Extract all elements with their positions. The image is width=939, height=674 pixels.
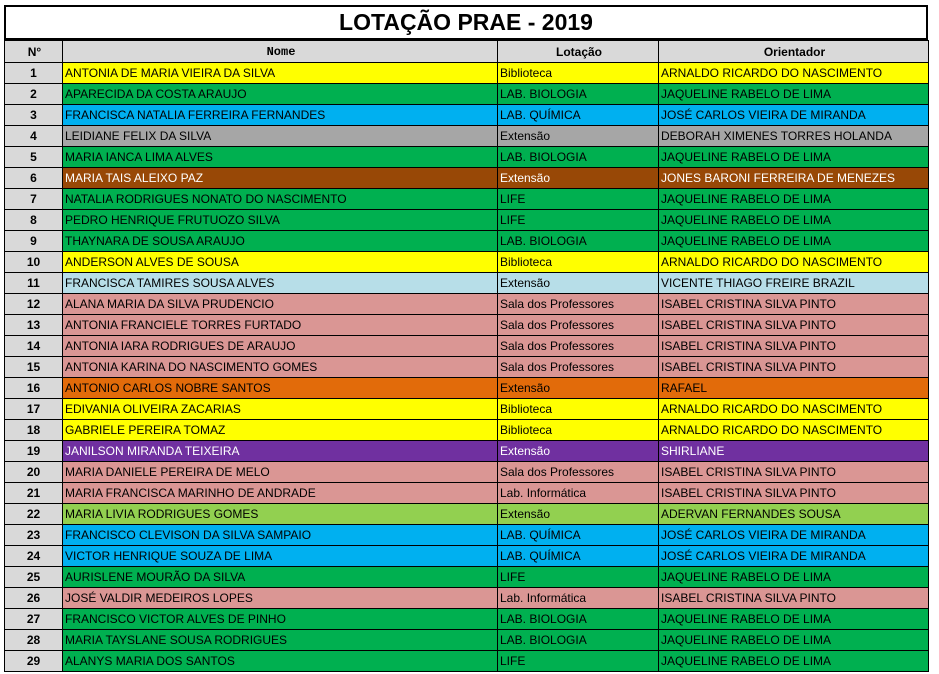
- cell-orientador[interactable]: JAQUELINE RABELO DE LIMA: [659, 231, 929, 252]
- cell-nome[interactable]: JANILSON MIRANDA TEIXEIRA: [63, 441, 498, 462]
- header-nome[interactable]: Nome: [63, 41, 498, 63]
- cell-nome[interactable]: ANTONIA KARINA DO NASCIMENTO GOMES: [63, 357, 498, 378]
- table-row: [5, 252, 929, 273]
- cell-lotacao[interactable]: Sala dos Professores: [498, 315, 659, 336]
- cell-orientador[interactable]: JAQUELINE RABELO DE LIMA: [659, 210, 929, 231]
- cell-nome[interactable]: ALANA MARIA DA SILVA PRUDENCIO: [63, 294, 498, 315]
- cell-orientador[interactable]: JOSÉ CARLOS VIEIRA DE MIRANDA: [659, 546, 929, 567]
- cell-lotacao[interactable]: Extensão: [498, 504, 659, 525]
- header-row: [5, 41, 929, 63]
- cell-numero[interactable]: 11: [5, 273, 63, 294]
- cell-nome[interactable]: VICTOR HENRIQUE SOUZA DE LIMA: [63, 546, 498, 567]
- table-row: [5, 651, 929, 672]
- cell-lotacao[interactable]: LIFE: [498, 567, 659, 588]
- cell-nome[interactable]: FRANCISCA TAMIRES SOUSA ALVES: [63, 273, 498, 294]
- table-row: [5, 399, 929, 420]
- table-row: [5, 420, 929, 441]
- cell-lotacao[interactable]: Sala dos Professores: [498, 357, 659, 378]
- cell-lotacao[interactable]: Extensão: [498, 168, 659, 189]
- cell-numero[interactable]: 6: [5, 168, 63, 189]
- table-row: [5, 567, 929, 588]
- cell-orientador[interactable]: ISABEL CRISTINA SILVA PINTO: [659, 357, 929, 378]
- cell-numero[interactable]: 23: [5, 525, 63, 546]
- table-row: [5, 357, 929, 378]
- cell-lotacao[interactable]: Sala dos Professores: [498, 294, 659, 315]
- cell-lotacao[interactable]: LAB. BIOLOGIA: [498, 84, 659, 105]
- cell-nome[interactable]: ANTONIA FRANCIELE TORRES FURTADO: [63, 315, 498, 336]
- cell-nome[interactable]: LEIDIANE FELIX DA SILVA: [63, 126, 498, 147]
- cell-orientador[interactable]: ISABEL CRISTINA SILVA PINTO: [659, 336, 929, 357]
- cell-orientador[interactable]: JAQUELINE RABELO DE LIMA: [659, 147, 929, 168]
- table-row: [5, 504, 929, 525]
- cell-orientador[interactable]: ARNALDO RICARDO DO NASCIMENTO: [659, 63, 929, 84]
- cell-orientador[interactable]: JAQUELINE RABELO DE LIMA: [659, 84, 929, 105]
- cell-nome[interactable]: FRANCISCO CLEVISON DA SILVA SAMPAIO: [63, 525, 498, 546]
- table-row: [5, 609, 929, 630]
- cell-numero[interactable]: 18: [5, 420, 63, 441]
- page-title: LOTAÇÃO PRAE - 2019: [4, 5, 928, 40]
- cell-numero[interactable]: 12: [5, 294, 63, 315]
- cell-orientador[interactable]: JONES BARONI FERREIRA DE MENEZES: [659, 168, 929, 189]
- table-row: [5, 441, 929, 462]
- cell-nome[interactable]: EDIVANIA OLIVEIRA ZACARIAS: [63, 399, 498, 420]
- cell-numero[interactable]: 27: [5, 609, 63, 630]
- cell-orientador[interactable]: JAQUELINE RABELO DE LIMA: [659, 567, 929, 588]
- cell-numero[interactable]: 20: [5, 462, 63, 483]
- cell-numero[interactable]: 25: [5, 567, 63, 588]
- cell-nome[interactable]: MARIA LIVIA RODRIGUES GOMES: [63, 504, 498, 525]
- cell-lotacao[interactable]: LAB. BIOLOGIA: [498, 231, 659, 252]
- table-row: [5, 210, 929, 231]
- cell-lotacao[interactable]: Lab. Informática: [498, 483, 659, 504]
- cell-nome[interactable]: NATALIA RODRIGUES NONATO DO NASCIMENTO: [63, 189, 498, 210]
- cell-numero[interactable]: 10: [5, 252, 63, 273]
- cell-nome[interactable]: MARIA TAYSLANE SOUSA RODRIGUES: [63, 630, 498, 651]
- table-row: [5, 189, 929, 210]
- cell-orientador[interactable]: ADERVAN FERNANDES SOUSA: [659, 504, 929, 525]
- cell-orientador[interactable]: JAQUELINE RABELO DE LIMA: [659, 630, 929, 651]
- cell-lotacao[interactable]: Biblioteca: [498, 252, 659, 273]
- cell-lotacao[interactable]: Extensão: [498, 126, 659, 147]
- cell-orientador[interactable]: ISABEL CRISTINA SILVA PINTO: [659, 462, 929, 483]
- cell-lotacao[interactable]: Extensão: [498, 441, 659, 462]
- table-row: [5, 462, 929, 483]
- cell-numero[interactable]: 3: [5, 105, 63, 126]
- cell-nome[interactable]: GABRIELE PEREIRA TOMAZ: [63, 420, 498, 441]
- cell-orientador[interactable]: ISABEL CRISTINA SILVA PINTO: [659, 483, 929, 504]
- cell-orientador[interactable]: ISABEL CRISTINA SILVA PINTO: [659, 588, 929, 609]
- cell-orientador[interactable]: JOSÉ CARLOS VIEIRA DE MIRANDA: [659, 105, 929, 126]
- cell-nome[interactable]: AURISLENE MOURÃO DA SILVA: [63, 567, 498, 588]
- cell-nome[interactable]: MARIA IANCA LIMA ALVES: [63, 147, 498, 168]
- cell-lotacao[interactable]: LAB. QUÍMICA: [498, 105, 659, 126]
- cell-numero[interactable]: 2: [5, 84, 63, 105]
- cell-nome[interactable]: PEDRO HENRIQUE FRUTUOZO SILVA: [63, 210, 498, 231]
- cell-numero[interactable]: 5: [5, 147, 63, 168]
- cell-numero[interactable]: 13: [5, 315, 63, 336]
- cell-orientador[interactable]: ARNALDO RICARDO DO NASCIMENTO: [659, 252, 929, 273]
- header-lotacao[interactable]: Lotação: [498, 41, 659, 63]
- cell-lotacao[interactable]: LIFE: [498, 189, 659, 210]
- cell-lotacao[interactable]: LIFE: [498, 210, 659, 231]
- cell-orientador[interactable]: DEBORAH XIMENES TORRES HOLANDA: [659, 126, 929, 147]
- cell-orientador[interactable]: ARNALDO RICARDO DO NASCIMENTO: [659, 420, 929, 441]
- cell-nome[interactable]: ANTONIA IARA RODRIGUES DE ARAUJO: [63, 336, 498, 357]
- table-row: [5, 378, 929, 399]
- table-row: [5, 63, 929, 84]
- cell-numero[interactable]: 28: [5, 630, 63, 651]
- cell-numero[interactable]: 4: [5, 126, 63, 147]
- cell-orientador[interactable]: VICENTE THIAGO FREIRE BRAZIL: [659, 273, 929, 294]
- cell-orientador[interactable]: JAQUELINE RABELO DE LIMA: [659, 609, 929, 630]
- table-row: [5, 273, 929, 294]
- cell-numero[interactable]: 29: [5, 651, 63, 672]
- table-row: [5, 84, 929, 105]
- cell-nome[interactable]: THAYNARA DE SOUSA ARAUJO: [63, 231, 498, 252]
- cell-numero[interactable]: 21: [5, 483, 63, 504]
- cell-nome[interactable]: JOSÉ VALDIR MEDEIROS LOPES: [63, 588, 498, 609]
- table-row: [5, 336, 929, 357]
- cell-nome[interactable]: FRANCISCO VICTOR ALVES DE PINHO: [63, 609, 498, 630]
- lotacao-table: [4, 40, 929, 672]
- cell-numero[interactable]: 1: [5, 63, 63, 84]
- cell-lotacao[interactable]: Lab. Informática: [498, 588, 659, 609]
- cell-numero[interactable]: 16: [5, 378, 63, 399]
- cell-lotacao[interactable]: LAB. QUÍMICA: [498, 525, 659, 546]
- cell-nome[interactable]: MARIA DANIELE PEREIRA DE MELO: [63, 462, 498, 483]
- cell-orientador[interactable]: SHIRLIANE: [659, 441, 929, 462]
- table-row: [5, 588, 929, 609]
- spreadsheet: [4, 5, 928, 672]
- table-row: [5, 546, 929, 567]
- cell-orientador[interactable]: JAQUELINE RABELO DE LIMA: [659, 651, 929, 672]
- cell-nome[interactable]: MARIA TAIS ALEIXO PAZ: [63, 168, 498, 189]
- cell-lotacao[interactable]: LAB. BIOLOGIA: [498, 630, 659, 651]
- cell-numero[interactable]: 19: [5, 441, 63, 462]
- table-row: [5, 525, 929, 546]
- cell-lotacao[interactable]: LIFE: [498, 651, 659, 672]
- cell-lotacao[interactable]: Extensão: [498, 273, 659, 294]
- table-row: [5, 126, 929, 147]
- cell-orientador[interactable]: JAQUELINE RABELO DE LIMA: [659, 189, 929, 210]
- cell-orientador[interactable]: ISABEL CRISTINA SILVA PINTO: [659, 315, 929, 336]
- cell-lotacao[interactable]: Sala dos Professores: [498, 462, 659, 483]
- cell-numero[interactable]: 7: [5, 189, 63, 210]
- cell-numero[interactable]: 17: [5, 399, 63, 420]
- cell-lotacao[interactable]: Biblioteca: [498, 399, 659, 420]
- cell-nome[interactable]: APARECIDA DA COSTA ARAUJO: [63, 84, 498, 105]
- cell-numero[interactable]: 26: [5, 588, 63, 609]
- header-numero[interactable]: N°: [5, 41, 63, 63]
- cell-numero[interactable]: 24: [5, 546, 63, 567]
- table-row: [5, 294, 929, 315]
- cell-nome[interactable]: MARIA FRANCISCA MARINHO DE ANDRADE: [63, 483, 498, 504]
- cell-lotacao[interactable]: Extensão: [498, 378, 659, 399]
- cell-numero[interactable]: 9: [5, 231, 63, 252]
- cell-nome[interactable]: ANTONIA DE MARIA VIEIRA DA SILVA: [63, 63, 498, 84]
- cell-nome[interactable]: ANDERSON ALVES DE SOUSA: [63, 252, 498, 273]
- table-row: [5, 315, 929, 336]
- cell-lotacao[interactable]: Biblioteca: [498, 420, 659, 441]
- cell-orientador[interactable]: ARNALDO RICARDO DO NASCIMENTO: [659, 399, 929, 420]
- cell-lotacao[interactable]: LAB. BIOLOGIA: [498, 609, 659, 630]
- table-row: [5, 483, 929, 504]
- table-row: [5, 105, 929, 126]
- cell-nome[interactable]: ALANYS MARIA DOS SANTOS: [63, 651, 498, 672]
- cell-orientador[interactable]: RAFAEL: [659, 378, 929, 399]
- cell-nome[interactable]: ANTONIO CARLOS NOBRE SANTOS: [63, 378, 498, 399]
- cell-lotacao[interactable]: Biblioteca: [498, 63, 659, 84]
- cell-lotacao[interactable]: LAB. BIOLOGIA: [498, 147, 659, 168]
- cell-nome[interactable]: FRANCISCA NATALIA FERREIRA FERNANDES: [63, 105, 498, 126]
- cell-numero[interactable]: 8: [5, 210, 63, 231]
- cell-numero[interactable]: 22: [5, 504, 63, 525]
- table-row: [5, 231, 929, 252]
- cell-lotacao[interactable]: LAB. QUÍMICA: [498, 546, 659, 567]
- cell-lotacao[interactable]: Sala dos Professores: [498, 336, 659, 357]
- table-body: [5, 63, 929, 672]
- cell-numero[interactable]: 14: [5, 336, 63, 357]
- header-orientador[interactable]: Orientador: [659, 41, 929, 63]
- table-row: [5, 168, 929, 189]
- table-row: [5, 630, 929, 651]
- cell-numero[interactable]: 15: [5, 357, 63, 378]
- table-row: [5, 147, 929, 168]
- cell-orientador[interactable]: ISABEL CRISTINA SILVA PINTO: [659, 294, 929, 315]
- cell-orientador[interactable]: JOSÉ CARLOS VIEIRA DE MIRANDA: [659, 525, 929, 546]
